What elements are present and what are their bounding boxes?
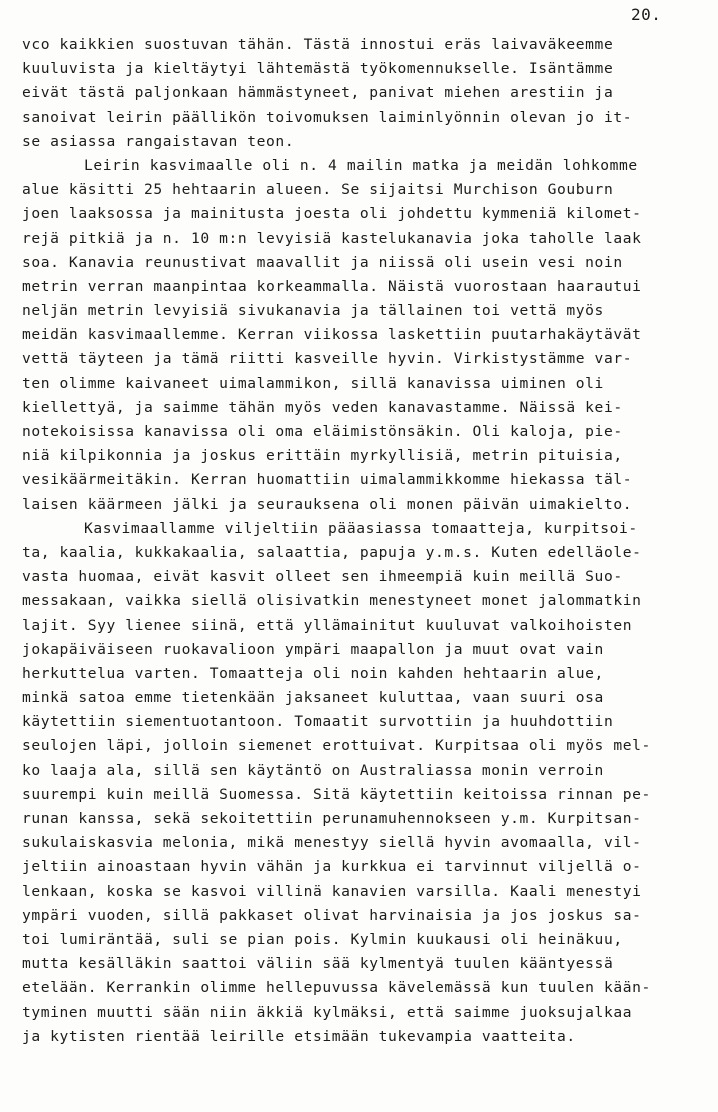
text-line: eivät tästä paljonkaan hämmästyneet, panivat miehen arestiin ja <box>22 84 614 102</box>
text-line: sukulaiskasvia melonia, mikä menestyy siellä hyvin avomaalla, vil- <box>22 834 642 852</box>
text-line: ten olimme kaivaneet uimalammikon, sillä kanavissa uiminen oli <box>22 374 604 392</box>
text-line: se asiassa rangaistavan teon. <box>22 132 295 150</box>
text-line: neljän metrin levyisiä sivukanavia ja tällainen toi vettä myös <box>22 302 604 320</box>
text-line: toi lumiräntää, suli se pian pois. Kylmin kuukausi oli heinäkuu, <box>22 930 623 948</box>
paragraph-first-line: Leirin kasvimaalle oli n. 4 mailin matka ja meidän lohkomme <box>84 156 638 174</box>
text-line: käytettiin siementuotantoon. Tomaatit survottiin ja huuhdottiin <box>22 713 614 731</box>
text-line: mutta kesälläkin saattoi väliin sää kylmentyä tuulen kääntyessä <box>22 955 614 973</box>
text-line: ja kytisten rientää leirille etsimään tukevampia vaatteita. <box>22 1027 576 1045</box>
text-line: vesikäärmeitäkin. Kerran huomattiin uimalammikkomme hiekassa täl- <box>22 471 633 489</box>
text-line: ympäri vuoden, sillä pakkaset olivat harvinaisia ja jos joskus sa- <box>22 906 642 924</box>
text-line: minkä satoa emme tietenkään jaksaneet kuluttaa, vaan suuri osa <box>22 689 604 707</box>
text-line: herkuttelua varten. Tomaatteja oli noin kahden hehtaarin alue, <box>22 664 604 682</box>
paragraph-first-line: Kasvimaallamme viljeltiin pääasiassa tomaatteja, kurpitsoi- <box>84 519 638 537</box>
text-line: alue käsitti 25 hehtaarin alueen. Se sijaitsi Murchison Gouburn <box>22 181 614 199</box>
text-line: soa. Kanavia reunustivat maavallit ja niissä oli usein vesi noin <box>22 253 623 271</box>
text-line: vco kaikkien suostuvan tähän. Tästä innostui eräs laivaväkeemme <box>22 36 614 53</box>
text-line: sanoivat leirin päällikön toivomuksen laiminlyönnin olevan jo it- <box>22 108 633 126</box>
text-line: vasta huomaa, eivät kasvit olleet sen ihmeempiä kuin meillä Suo- <box>22 568 623 586</box>
text-line: lajit. Syy lienee siinä, että yllämainitut kuuluvat valkoihoisten <box>22 616 633 634</box>
text-line: ta, kaalia, kukkakaalia, salaattia, papuja y.m.s. Kuten edelläole- <box>22 543 642 561</box>
page-number: 20. <box>631 5 662 24</box>
text-line: seulojen läpi, jolloin siemenet erottuivat. Kurpitsaa oli myös mel- <box>22 737 651 755</box>
text-line: messakaan, vaikka siellä olisivatkin menestyneet monet jalommatkin <box>22 592 642 610</box>
text-line: kiellettyä, ja saimme tähän myös veden kanavastamme. Näissä kei- <box>22 398 623 416</box>
text-line: metrin verran maanpintaa korkeammalla. Näistä vuorostaan haarautui <box>22 277 642 295</box>
text-line: etelään. Kerrankin olimme hellepuvussa kävelemässä kun tuulen kään- <box>22 979 651 997</box>
text-line: tyminen muutti sään niin äkkiä kylmäksi, että saimme juoksujalkaa <box>22 1003 633 1021</box>
text-line: suurempi kuin meillä Suomessa. Sitä käytettiin keitoissa rinnan pe- <box>22 785 651 803</box>
text-line: niä kilpikonnia ja joskus erittäin myrkyllisiä, metrin pituisia, <box>22 447 623 465</box>
text-line: ko laaja ala, sillä sen käytäntö on Australiassa monin verroin <box>22 761 604 779</box>
body-text <box>22 33 712 1049</box>
text-line: rejä pitkiä ja n. 10 m:n levyisiä kastelukanavia joka taholle laak <box>22 229 642 247</box>
text-line: runan kanssa, sekä sekoitettiin perunamuhennokseen y.m. Kurpitsan- <box>22 810 642 827</box>
text-line: jokapäiväiseen ruokavalioon ympäri maapallon ja muut ovat vain <box>22 640 604 658</box>
text-line: joen laaksossa ja mainitusta joesta oli johdettu kymmeniä kilomet- <box>22 205 642 223</box>
text-line: laisen käärmeen jälki ja seurauksena oli monen päivän uimakielto. <box>22 495 633 513</box>
text-line: vettä täyteen ja tämä riitti kasveille hyvin. Virkistystämme var- <box>22 350 633 368</box>
text-line: notekoisissa kanavissa oli oma eläimistönsäkin. Oli kaloja, pie- <box>22 423 623 440</box>
text-line: meidän kasvimaallemme. Kerran viikossa laskettiin puutarhakäytävät <box>22 326 642 344</box>
text-line: lenkaan, koska se kasvoi villinä kanavien varsilla. Kaali menestyi <box>22 882 642 900</box>
text-line: jeltiin ainoastaan hyvin vähän ja kurkkua ei tarvinnut viljellä o- <box>22 858 642 876</box>
text-line: kuuluvista ja kieltäytyi lähtemästä työkomennukselle. Isäntämme <box>22 60 614 78</box>
